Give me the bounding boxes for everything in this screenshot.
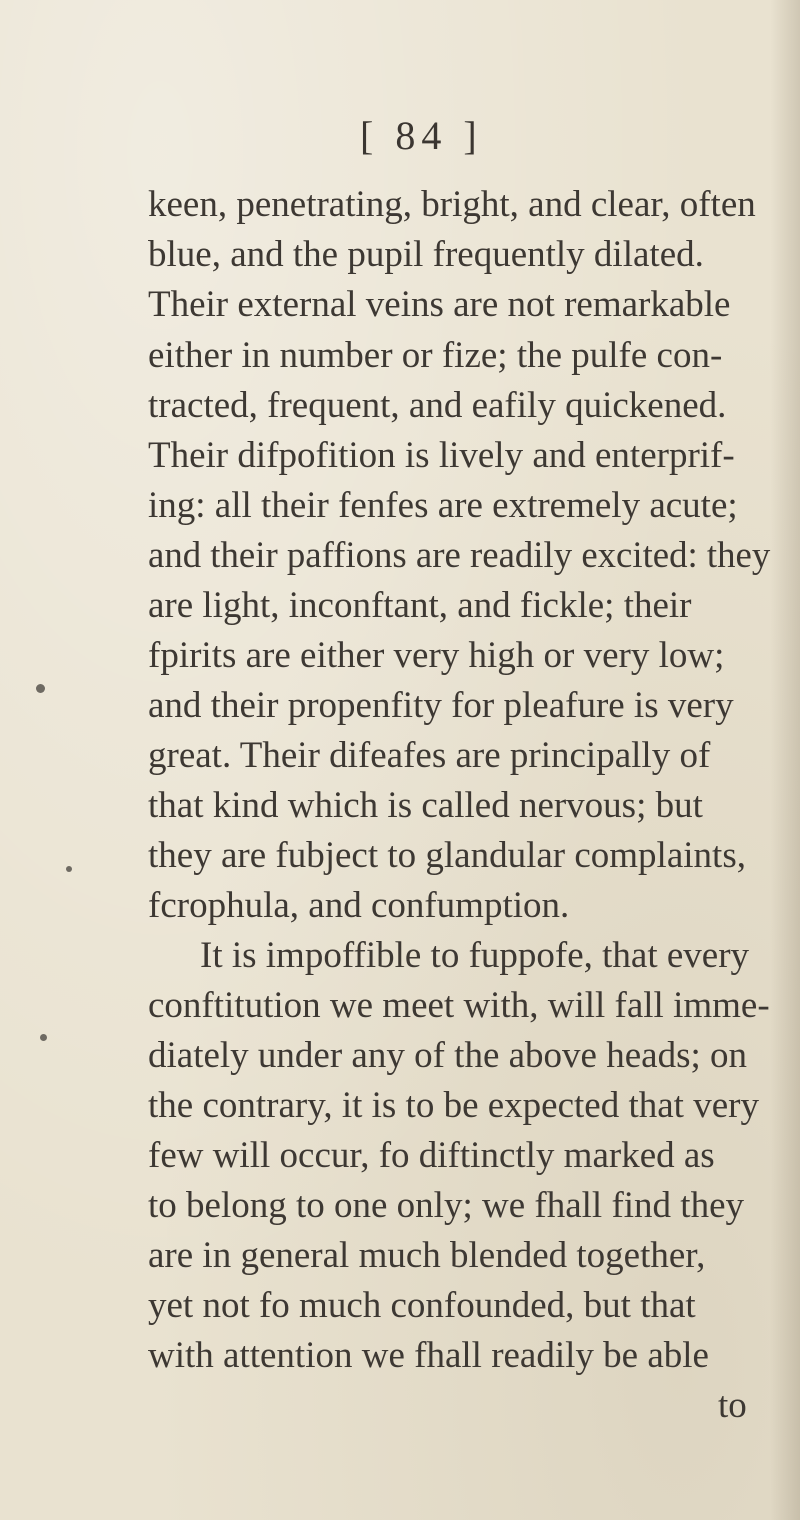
ink-spot — [40, 1034, 47, 1041]
text-line: and their propenfity for pleafure is very — [148, 685, 734, 726]
text-line: fcrophula, and confumption. — [148, 885, 570, 926]
text-line: fpirits are either very high or very low; — [148, 635, 725, 676]
text-line: Their difpofition is lively and enterprif- — [148, 435, 735, 476]
text-line: diately under any of the above heads; on — [148, 1035, 747, 1076]
text-line: tracted, frequent, and eafily quickened. — [148, 385, 727, 426]
text-line: keen, penetrating, bright, and clear, often — [148, 184, 756, 225]
text-line: few will occur, fo diftinctly marked as — [148, 1135, 715, 1176]
page-edge-shadow — [770, 0, 800, 1520]
text-line: great. Their difeafes are principally of — [148, 735, 711, 776]
text-line: with attention we fhall readily be able — [148, 1335, 709, 1376]
text-line: to belong to one only; we fhall find they — [148, 1185, 744, 1226]
text-line: are in general much blended together, — [148, 1235, 706, 1276]
ink-spot — [36, 684, 45, 693]
text-line: ing: all their fenfes are extremely acute; — [148, 485, 738, 526]
text-line: blue, and the pupil frequently dilated. — [148, 234, 704, 275]
text-line: the contrary, it is to be expected that very — [148, 1085, 759, 1126]
page-number: [ 84 ] — [360, 113, 483, 158]
text-line: It is impoffible to fuppofe, that every — [200, 935, 750, 976]
text-line: yet not fo much confounded, but that — [148, 1285, 696, 1326]
text-line: either in number or fize; the pulfe con- — [148, 335, 723, 376]
text-line: Their external veins are not remarkable — [148, 284, 731, 325]
text-line: and their paffions are readily excited: they — [148, 535, 771, 576]
catchword: to — [718, 1385, 747, 1426]
text-line: conftitution we meet with, will fall imme- — [148, 985, 770, 1026]
text-line: they are fubject to glandular complaints, — [148, 835, 746, 876]
text-line: are light, inconftant, and fickle; their — [148, 585, 692, 626]
text-line: that kind which is called nervous; but — [148, 785, 703, 826]
ink-spot — [66, 866, 72, 872]
